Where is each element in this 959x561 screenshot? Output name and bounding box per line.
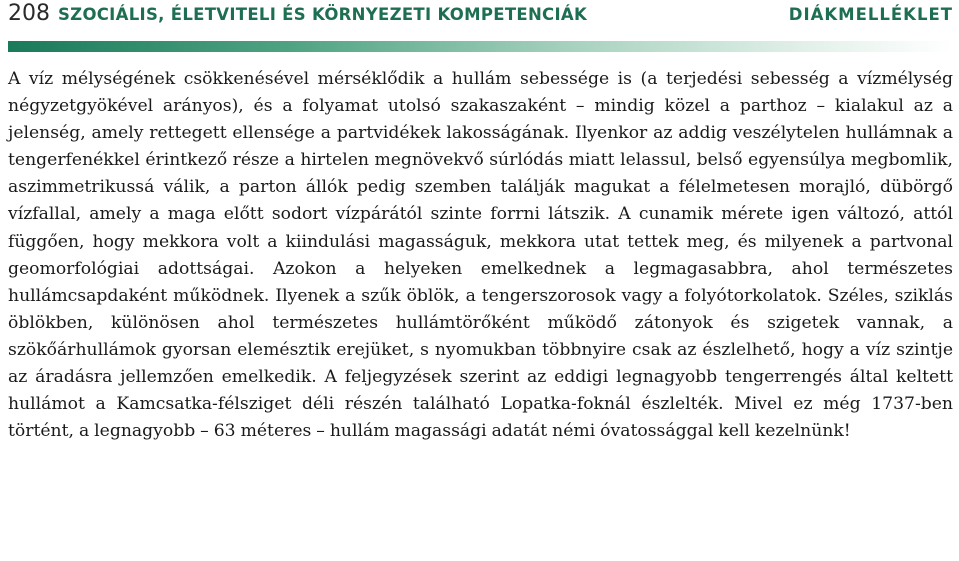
page-header [8, 0, 953, 30]
section-tag: DIÁKMELLÉKLET [788, 5, 953, 24]
section-title: SZOCIÁLIS, ÉLETVITELI ÉS KÖRNYEZETI KOMPETENCIÁK [58, 5, 588, 24]
body-paragraph: A víz mélységének csökkenésével mérséklődik a hullám sebessége is (a terjedési sebesség a vízmélység négyzetgyökével arányos), és a folyamat utolsó szakaszaként – mindig közel a parthoz – kialakul az a jelenség, amely rettegett ellensége a partvidékek lakosságának. Ilyenkor az addig veszélytelen hullámnak a tengerfenékkel érintkező része a hirtelen megnövekvő súrlódás miatt lelassul, belső egyensúlya megbomlik, aszimmetrikussá válik, a parton állók pedig szemben találják magukat a félelmetesen morajló, dübörgő vízfallal, amely a maga előtt sodort vízpárától szinte forrni látszik. A cunamik mérete igen változó, attól függően, hogy mekkora volt a kiindulási magasságuk, mekkora utat tettek meg, és milyenek a partvonal geomorfológiai adottságai. Azokon a helyeken emelkednek a legmagasabbra, ahol természetes hullámcsapdaként működnek. Ilyenek a szűk öblök, a tengerszorosok vagy a folyótorkolatok. Széles, sziklás öblökben, különösen ahol természetes hullámtörőként működő zátonyok és szigetek vannak, a szökőárhullámok gyorsan elemésztik erejüket, s nyomukban többnyire csak az észlelhető, hogy a víz szintje az áradásra jellemzően emelkedik. A feljegyzések szerint az eddigi legnagyobb tengerrengés által keltett hullámot a Kamcsatka-félsziget déli részén található Lopatka-foknál észlelték. Mivel ez még 1737-ben történt, a legnagyobb – 63 méteres – hullám magassági adatát némi óvatossággal kell kezelnünk! [8, 69, 953, 442]
page-number: 208 [8, 1, 50, 26]
header-divider [8, 41, 953, 52]
body-text [8, 66, 953, 445]
